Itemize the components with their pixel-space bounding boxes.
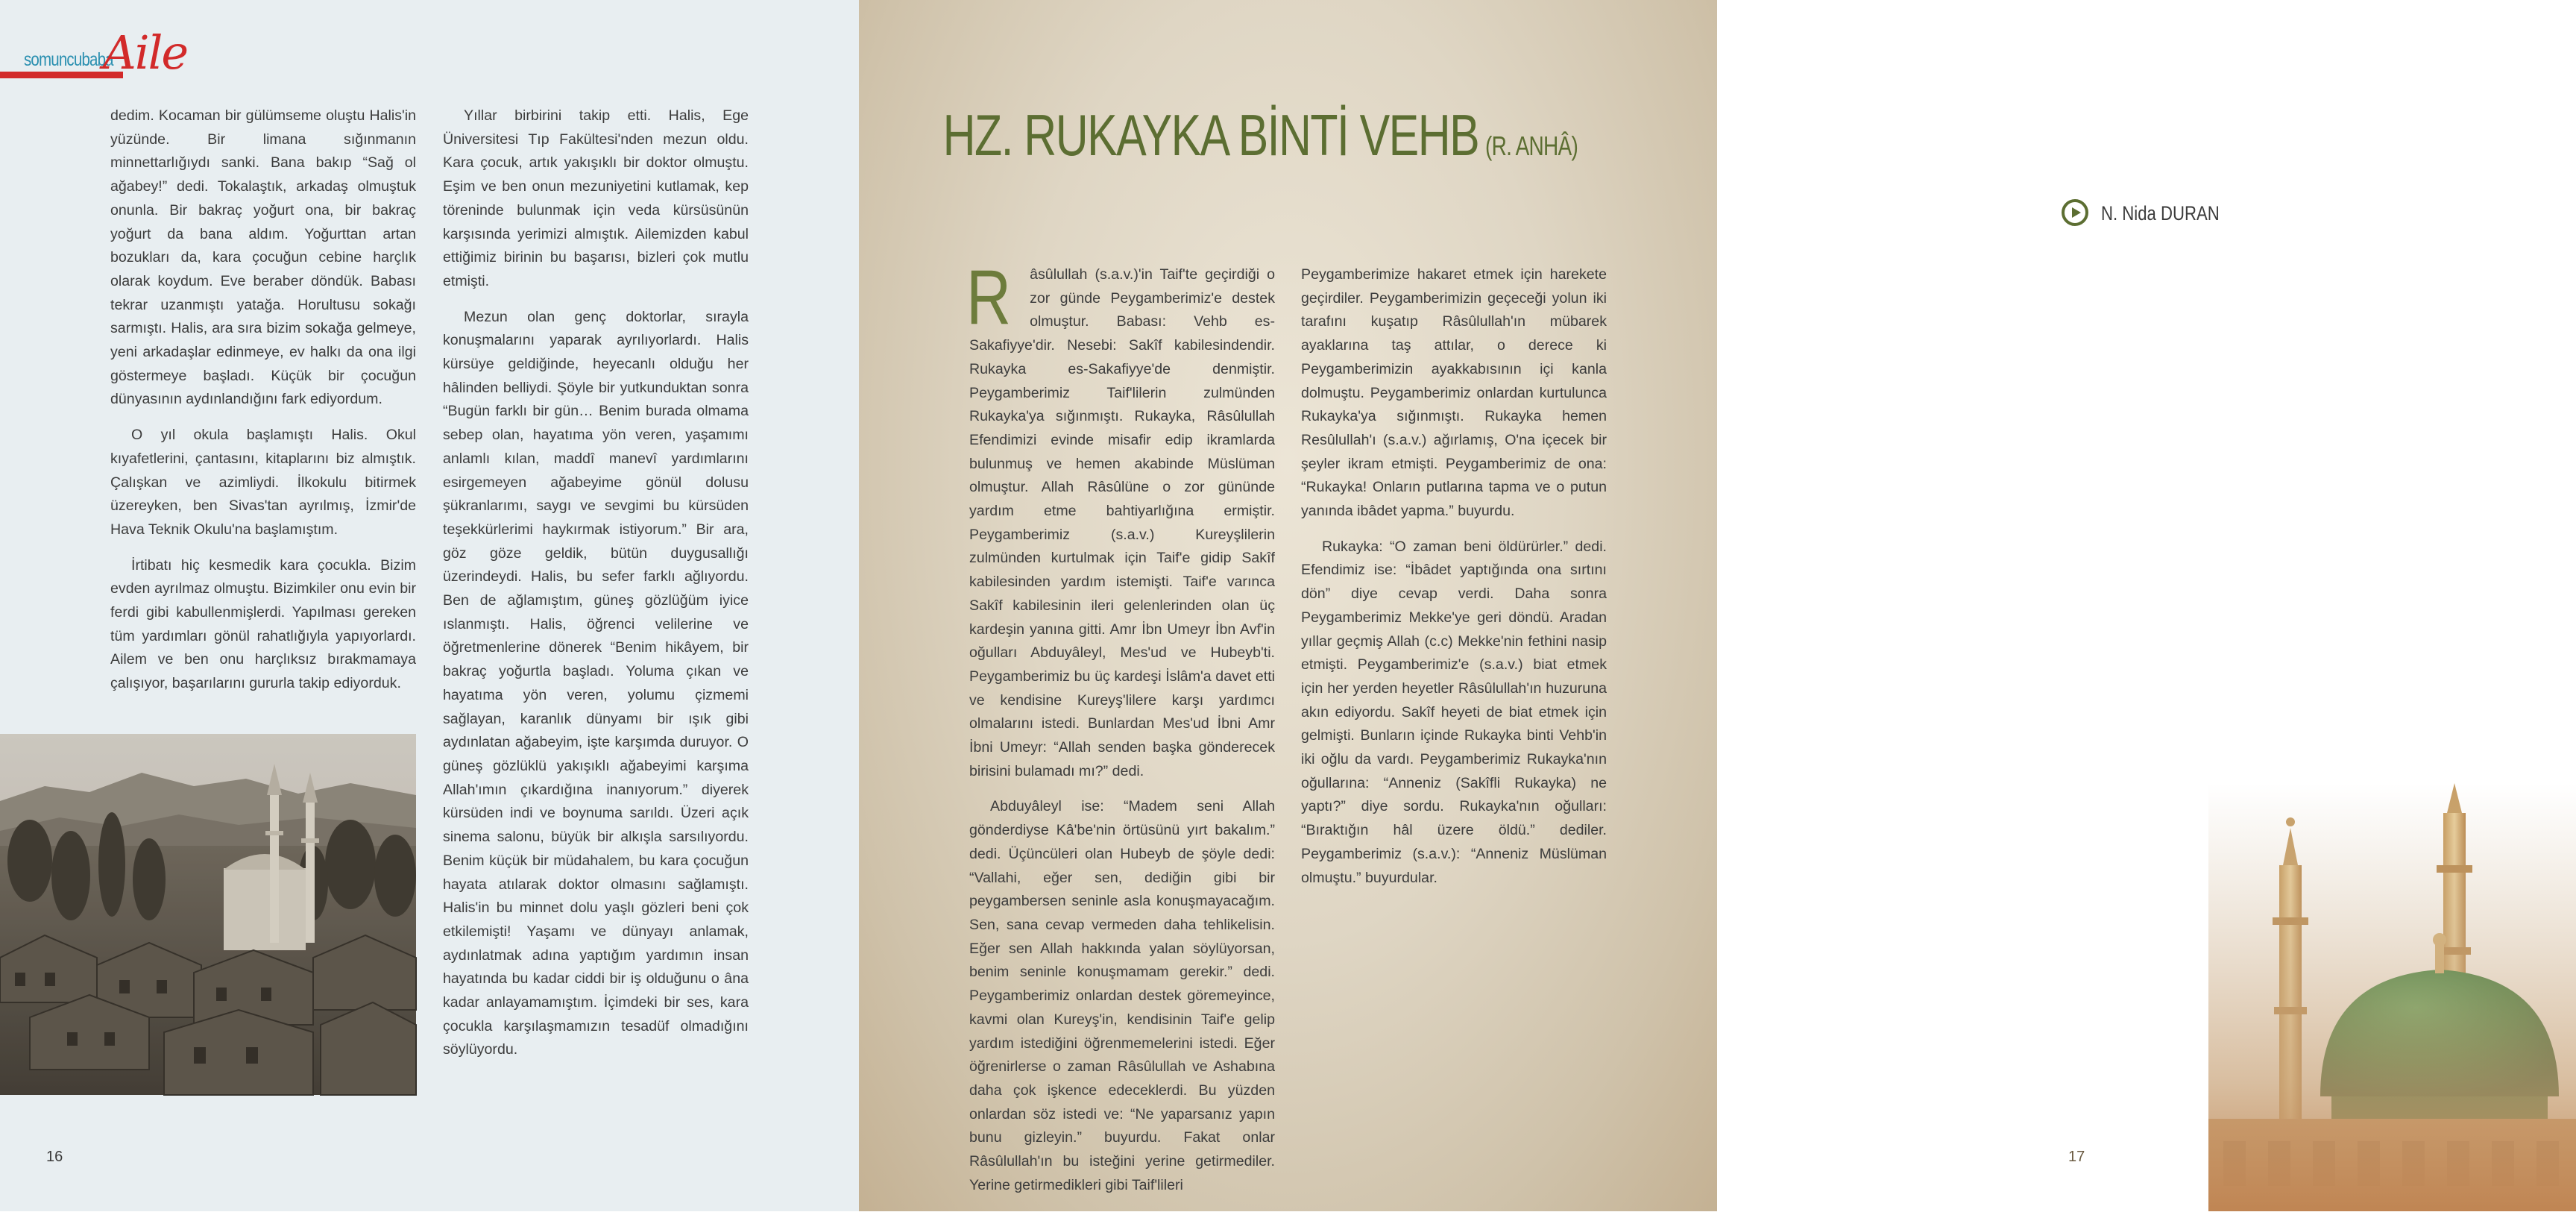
article-title-sub: (R. ANHÂ) [1484,131,1578,161]
green-dome-mosque-illustration [2208,783,2576,1211]
page-number-left: 16 [46,1149,63,1165]
logo-brand-big: Aile [103,25,188,80]
author-name: N. Nida DURAN [2101,202,2220,225]
article-title [792,101,1604,169]
paragraph [966,254,1275,783]
right-column-1 [966,254,1275,1209]
paragraph: Mezun olan genç doktorlar, sırayla konuşmalarını yaparak ayrılıyorlardı. Halis kürsüye geldiğinde, heyecanlı olduğu her hâlinden belliydi. Şöyle bir yutkunduktan sonra “Bugün farklı bir gün… Benim burada olmama sebep olan, hayatıma yön veren, yaşamımı anlamlı kılan, maddî manevî yardımlarını esirgemeyen ağabeyime gönül dolusu şükranlarımı, saygı ve sevgimi bu kürsüden teşekkürlerimi haykırmak istiyorum.” Bir ara, göz göze geldik, bütün duygusallığı üzerindeydi. Halis, bu sefer farklı ağlıyordu. Ben de ağlamıştım, güneş gözlüğüm iyice ıslanmıştı. Halis, öğrenci velilerine ve öğretmenlerine dönerek “Benim hikâyem, bir bakraç yoğurtla başladı. Yoluma çıkan ve hayatıma yön veren, yolumu çizmemi sağlayan, karanlık dünyamı bir ışık gibi aydınlatan ağabeyim, işte karşımda duruyor. O güneş gözlüklü yakışıklı ağabeyimi karşıma Allah'ımın çıkardığına inanıyorum.” diyerek kürsüden indi ve boynuma sarıldı. Üzeri açık sinema salonu, büyük bir alkışla sarsılıyordu. Benim küçük bir müdahalem, bu kara çocuğun hayata atılarak doktor olmasını sağlamıştı. Halis'in bu minnet dolu yaşlı gözleri beni çok etkilemişti! Yaşamı ve dünyayı anlamak, aydınlatmak adına yaptığım yardımın insan hayatında bu kadar ciddi bir iş olduğunu o âna kadar anlayamamıştım. İçimdeki bir ses, kara çocukla karşılaşmamızın tesadüf olmadığını söylüyordu. [443,308,749,1058]
paragraph: İrtibatı hiç kesmedik kara çocukla. Bizim evden ayrılmaz olmuştu. Bizimkiler onu evin bir ferdi gibi kabullenmişlerdi. Yapılması gereken tüm yardımları gönül rahatlığıyla yapıyorlardı. Ailem ve ben onu harçlıksız bırakmamaya çalışıyor, başarılarını gururla takip ediyorduk. [110,556,416,692]
left-column-1 [110,104,416,708]
left-page [0,0,859,1211]
left-column-2 [443,104,749,1074]
right-column-2 [1301,263,1607,902]
paragraph: dedim. Kocaman bir gülümseme oluştu Halis'in yüzünde. Bir limana sığınmanın minnettarlığıydı sanki. Bana bakıp “Sağ ol ağabey!” dedi. Tokalaştık, arkadaş olmuştuk onunla. Bir bakraç yoğurt ona, bir bakraç yoğurt da bana aldım. Yoğurttan artan bozukları da, kara çocuğun cebine harçlık olarak koydum. Eve beraber döndük. Babası tekrar uzanmıştı yatağa. Horultusu sokağı sarmıştı. Halis, ara sıra bizim sokağa gelmeye, yeni arkadaşlar edinmeye, ev halkı da ona ilgi göstermeye başladı. Küçük bir çocuğun dünyasının aydınlandığını fark ediyordum. [110,107,416,408]
magazine-logo [0,25,194,90]
page-number-right: 17 [2068,1149,2085,1165]
historic-town-photo [0,734,416,1095]
paragraph: O yıl okula başlamıştı Halis. Okul kıyafetlerini, çantasını, kitaplarını biz almıştık. Çalışkan ve azimliydi. İlkokulu bitirmek üzereyken, ben Sivas'tan ayrılmış, İzmir'de Hava Teknik Okulu'na başlamıştım. [110,427,416,538]
logo-brand-small: somuncubaba [24,49,113,70]
drop-cap: R [966,254,1012,341]
article-title-main: HZ. RUKAYKA BİNTİ VEHB [942,102,1479,168]
paragraph: Rukayka: “O zaman beni öldürürler.” dedi. Efendimiz ise: “İbâdet yaptığında ona sırtını dön” diye cevap verdi. Daha sonra Peygamberimiz Mekke'ye geri döndü. Aradan yıllar geçmiş Allah (c.c) Mekke'nin fethini nasip etmişti. Peygamberimiz'e (s.a.v.) biat etmek için her yerden heyetler Râsûlullah'ın huzuruna akın ediyordu. Sakîf heyeti de biat etmek için gelmişti. Bunların içinde Rukayka binti Vehb'in iki oğlu da vardı. Peygamberimiz Rukayka'nın oğullarına: “Anneniz (Sakîfli Rukayka) ne yaptı?” diye sordu. Rukayka'nın oğulları: “Bıraktığın hâl üzere öldü.” dediler. Peygamberimiz (s.a.v.): “Anneniz Müslüman olmuştu.” buyurdular. [1301,538,1607,886]
paragraph-text: âsûlullah (s.a.v.)'in Taif'te geçirdiği o zor günde Peygamberimiz'e destek olmuştur. Babası: Vehb es-Sakafiyye'dir. Nesebi: Sakîf kabilesindendir. Rukayka es-Sakafiyye'de denmiştir. Peygamberimiz Taif'lilerin zulmünden Rukayka'ya sığınmıştı. Rukayka, Râsûlullah Efendimizi evinde misafir edip ikramlarda bulunmuş ve hemen akabinde Müslüman olmuştur. Allah Râsûlüne o zor gününde yardım etme bahtiyarlığına ermiştir. Peygamberimiz (s.a.v.) Kureyşlilerin zulmünden kurtulmak için Taif'e gidip Sakîf kabilesinden yardım istemişti. Taif'e varınca Sakîf kabilesinin ileri gelenlerinden olan üç kardeşin yanına gitti. Amr İbn Umeyr İbn Avf'in oğulları Abduyâleyl, Mes'ud ve Hubeyb'ti. Peygamberimiz bu üç kardeşi İslâm'a davet etti ve kendisine Kureyş'lilere karşı yardımcı olmalarını istedi. Bunlardan Mes'ud İbni Amr İbni Umeyr: “Allah senden başka gönderecek birisini bulamadı mı?” dedi. [969,266,1275,779]
paragraph: Peygamberimize hakaret etmek için harekete geçirdiler. Peygamberimizin geçeceği yolun iki tarafını kuşatıp Râsûlullah'ın mübarek ayaklarına taş attılar, o derece ki Peygamberimizin ayakkabısının içi kanla dolmuştu. Peygamberimiz onlardan kurtulunca Rukayka'ya sığınmıştı. Rukayka hemen Resûlullah'ı (s.a.v.) ağırlamış, O'na içecek bir şeyler ikram etmişti. Peygamberimiz de ona: “Rukayka! Onların putlarına tapma ve o putun yanında ibâdet yapma.” buyurdu. [1301,266,1607,520]
play-circle-icon [2061,198,2089,227]
paragraph: Abduyâleyl ise: “Madem seni Allah gönderdiyse Kâ'be'nin örtüsünü yırt bakalım.” dedi. Üçüncüleri olan Hubeyb de şöyle dedi: “Vallahi, eğer sen, dediğin gibi bir peygambersen seninle asla konuşmayacağım. Sen, sana cevap vermeden daha tehlikelisin. Eğer sen Allah hakkında yalan söylüyorsan, benim seninle konuşmamam gerekir.” dedi. Peygamberimiz onlardan destek göremeyince, kavmi olan Kureyş'in, kendisinin Taif'e gelip yardım istediğini öğrenmemelerini istedi. Eğer öğrenirlerse o zaman Râsûlullah ve Ashabına daha çok işkence edeceklerdi. Bu yüzden onlardan söz istedi ve: “Ne yaparsanız yapın bunu gizleyin.” buyurdu. Fakat onlar Râsûlullah'ın bu isteğini yerine getirmediler. Yerine getirmedikleri gibi Taif'lileri [969,798,1275,1193]
paragraph: Yıllar birbirini takip etti. Halis, Ege Üniversitesi Tıp Fakültesi'nden mezun oldu. Kara çocuk, artık yakışıklı bir doktor olmuştu. Eşim ve ben onun mezuniyetini kutlamak, kep töreninde bulunmak için veda kürsüsünün karşısında yerimizi almıştık. Ailemizden kabul ettiğimiz birinin bu başarısı, bizleri çok mutlu etmişti. [443,107,749,289]
